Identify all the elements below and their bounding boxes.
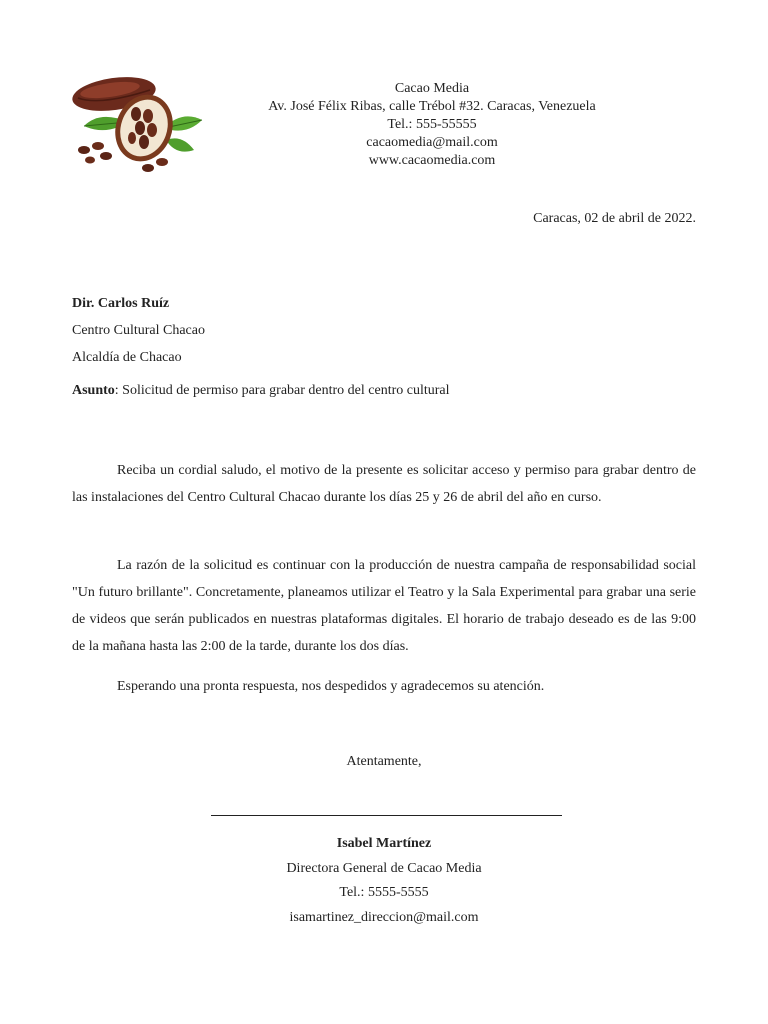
body-paragraph-2: La razón de la solicitud es continuar con la producción de nuestra campaña de responsabilidad social "Un futuro brillante". Concretamente, planeamos utilizar el Teatro y la Sala Experimental para grabar una serie de videos que serán publicados en nuestras plataformas digitales. El horario de trabajo deseado es de las 9:00 de la mañana hasta las 2:00 de la tarde, durante los dos días.: [72, 558, 696, 654]
recipient-institution: Alcaldía de Chacao: [72, 350, 182, 365]
company-address: Av. José Félix Ribas, calle Trébol #32. Caracas, Venezuela: [268, 99, 596, 114]
recipient-block: [72, 290, 205, 371]
recipient-organization: Centro Cultural Chacao: [72, 323, 205, 338]
signature-line: [211, 815, 562, 816]
company-name: Cacao Media: [394, 81, 470, 96]
signer-name: Isabel Martínez: [336, 836, 432, 851]
body-paragraph-1: Reciba un cordial saludo, el motivo de la presente es solicitar acceso y permiso para grabar dentro de las instalaciones del Centro Cultural Chacao durante los días 25 y 26 de abril del año en curso.: [72, 463, 696, 505]
closing-salutation: Atentamente,: [346, 754, 422, 769]
company-phone: Tel.: 555-55555: [387, 117, 477, 132]
recipient-name: Dir. Carlos Ruíz: [72, 296, 170, 311]
signer-title: Directora General de Cacao Media: [286, 860, 482, 876]
letterhead: [232, 80, 632, 170]
signer-email: isamartinez_direccion@mail.com: [289, 909, 479, 925]
subject-line: [72, 383, 450, 399]
body-paragraph-3: Esperando una pronta respuesta, nos despedidos y agradecemos su atención.: [117, 679, 545, 694]
letter-date: Caracas, 02 de abril de 2022.: [533, 211, 696, 226]
cacao-pod-icon: [70, 70, 204, 180]
subject-text: : Solicitud de permiso para grabar dentro del centro cultural: [114, 383, 450, 398]
company-website: www.cacaomedia.com: [368, 153, 496, 168]
subject-label: Asunto: [72, 383, 115, 398]
company-email: cacaomedia@mail.com: [366, 135, 498, 150]
signature-block: [0, 832, 768, 930]
signer-phone: Tel.: 5555-5555: [339, 885, 429, 900]
